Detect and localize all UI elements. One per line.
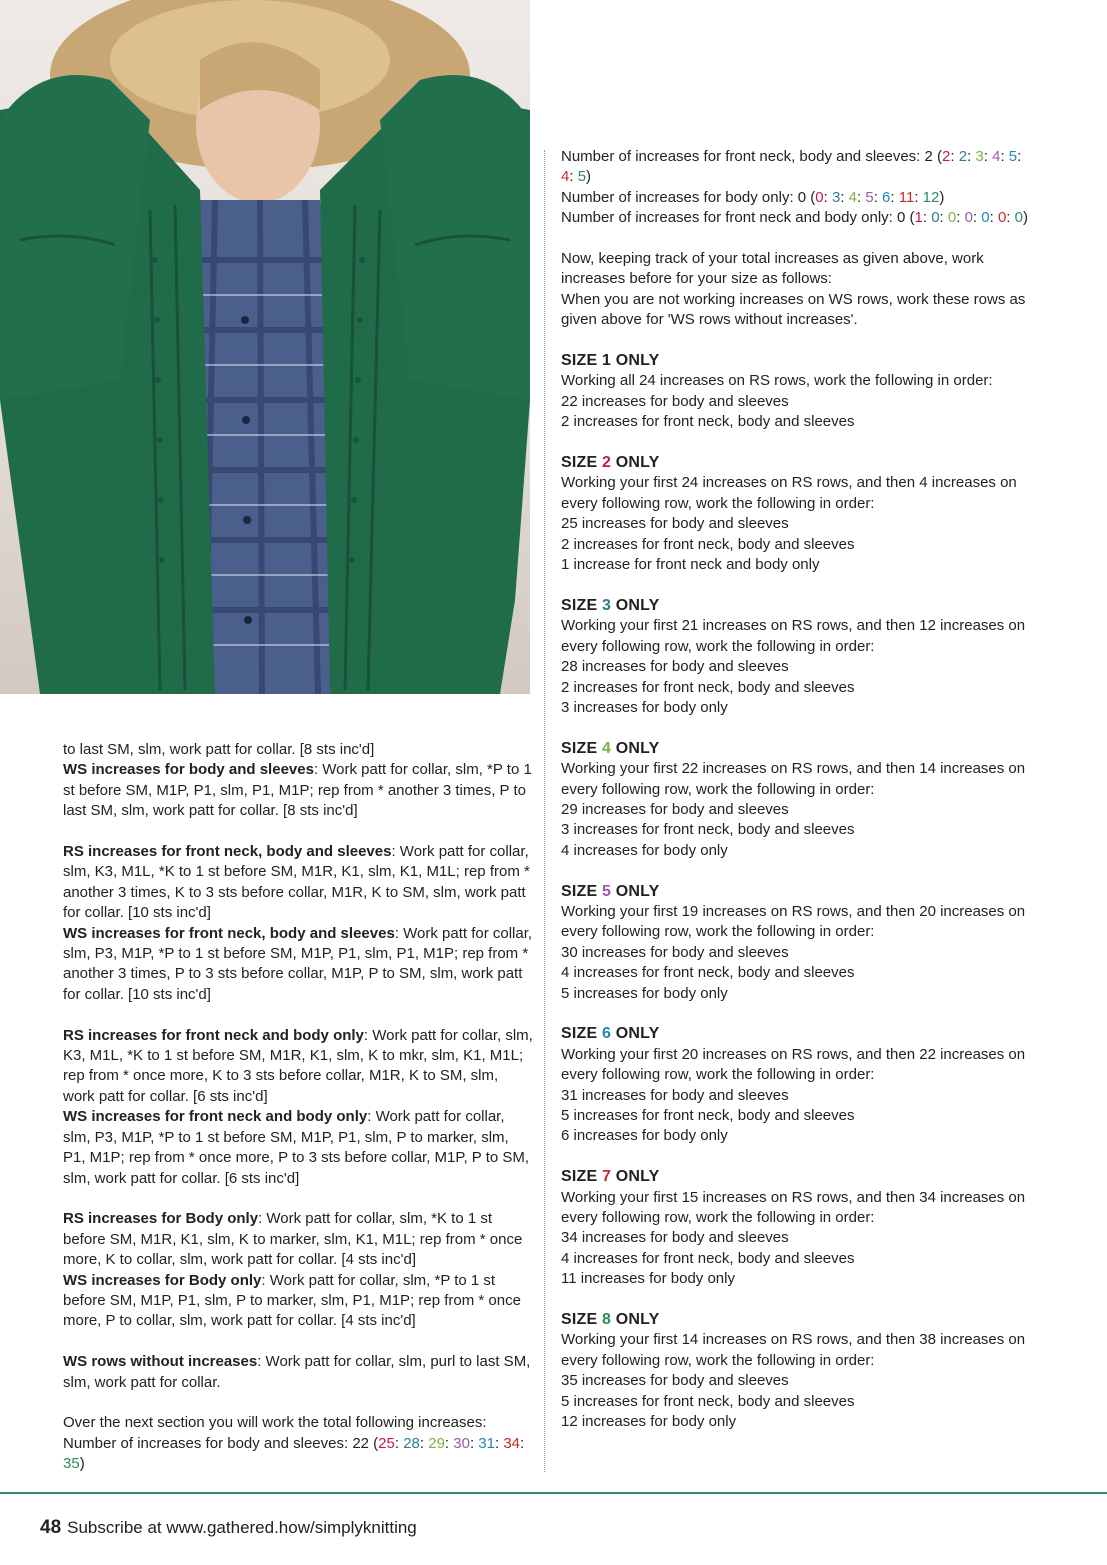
size-instruction: 28 increases for body and sleeves: [561, 658, 789, 676]
size-value: 34: [503, 1434, 521, 1452]
size-value: 6: [882, 188, 891, 206]
size-number: 2: [602, 454, 612, 472]
size-value: 12: [922, 188, 940, 206]
size-heading: SIZE 5 ONLY: [561, 882, 660, 900]
size-instruction: Working all 24 increases on RS rows, work the following in order:: [561, 372, 993, 390]
instruction-text: : Work patt for collar, slm, P3, M1P, *P to 1 st before SM, M1P, P1, slm, P to marker, slm, P1, M1P; rep from * once more, P to 3 sts before collar, M1P, P to SM, slm, work patt for collar. [6 sts inc'd]: [63, 1108, 530, 1187]
footer: [40, 1517, 417, 1539]
size-value: 0: [931, 209, 940, 227]
size-values: 1: 0: 0: 0: 0: 0: 0: [914, 209, 1023, 227]
size-value: 35: [63, 1455, 80, 1473]
size-value: 4: [848, 188, 858, 206]
size-value: 4: [992, 148, 1001, 165]
paragraph: [63, 924, 533, 1006]
size-value: 28: [403, 1434, 420, 1452]
size-instruction: 29 increases for body and sleeves: [561, 800, 789, 818]
size-values: 0: 3: 4: 5: 6: 11: 12: [815, 188, 940, 206]
size-instruction: 5 increases for front neck, body and sleeves: [561, 1392, 855, 1410]
instruction-heading: RS increases for front neck and body only: [63, 1026, 364, 1044]
paragraph: [63, 1352, 533, 1393]
size-value: 25: [378, 1434, 395, 1452]
size-instruction: 4 increases for front neck, body and sleeves: [561, 1249, 855, 1267]
instruction-heading: RS increases for Body only: [63, 1210, 259, 1228]
size-instruction: 5 increases for front neck, body and sleeves: [561, 1106, 855, 1124]
size-instruction: 3 increases for body only: [561, 698, 728, 716]
size-value: 31: [478, 1434, 495, 1452]
size-instruction: 35 increases for body and sleeves: [561, 1372, 789, 1390]
size-instruction: Working your first 24 increases on RS rows, and then 4 increases on every following row, work the following in order:: [561, 474, 1017, 512]
size-value: 30: [453, 1434, 470, 1452]
size-heading: SIZE 3 ONLY: [561, 596, 660, 614]
size-number: 1: [602, 352, 612, 370]
size-instruction: Working your first 19 increases on RS rows, and then 20 increases on every following row, work the following in order:: [561, 902, 1026, 941]
instruction-heading: RS increases for front neck, body and sleeves: [63, 843, 392, 861]
size-instruction: 5 increases for body only: [561, 984, 728, 1002]
size-number: 8: [602, 1311, 612, 1329]
column-divider: [544, 150, 545, 1472]
size-instruction: 3 increases for front neck, body and sleeves: [561, 821, 855, 839]
paragraph: [63, 760, 533, 821]
size-values-line: Number of increases for front neck and body only: 0 (1: 0: 0: 0: 0: 0: 0): [561, 209, 1028, 227]
size-instruction: 12 increases for body only: [561, 1413, 737, 1431]
instruction-heading: WS increases for front neck and body only: [63, 1108, 368, 1126]
size-instruction: 11 increases for body only: [561, 1270, 735, 1288]
size-heading: SIZE 2 ONLY: [561, 454, 660, 472]
size-values-line: Number of increases for body and sleeves: 22 (25: 28: 29: 30: 31: 34: 35): [63, 1434, 525, 1473]
instruction-text: : Work patt for collar, slm, P3, M1P, *P to 1 st before SM, M1P, P1, slm, P1, M1P; rep from * another 3 times, P to 3 sts before collar, M1P, P to SM, slm, work patt for collar. [10 sts inc'd]: [63, 924, 533, 1003]
size-value: 0: [947, 209, 957, 227]
size-value: 29: [428, 1434, 445, 1452]
paragraph: Over the next section you will work the total following increases:: [63, 1414, 487, 1432]
size-instruction: 30 increases for body and sleeves: [561, 943, 789, 961]
size-value: 5: [577, 168, 587, 186]
footer-rule: [0, 1492, 1107, 1494]
size-value: 0: [1014, 209, 1023, 227]
size-instruction: 2 increases for front neck, body and sleeves: [561, 535, 855, 553]
size-heading: SIZE 4 ONLY: [561, 739, 660, 757]
size-values: 2: 2: 3: 4: 5: 4: 5: [561, 148, 1022, 186]
paragraph: [63, 1271, 533, 1332]
size-value: 0: [981, 209, 990, 227]
size-instruction: 4 increases for body only: [561, 841, 728, 859]
size-values-line: Number of increases for front neck, body and sleeves: 2 (2: 2: 3: 4: 5: 4: 5): [561, 148, 1022, 186]
size-instruction: Working your first 14 increases on RS rows, and then 38 increases on every following row, work the following in order:: [561, 1331, 1026, 1369]
size-value: 0: [964, 209, 973, 227]
size-heading: SIZE 1 ONLY: [561, 352, 660, 370]
size-value: 4: [561, 168, 570, 186]
instruction-heading: WS increases for Body only: [63, 1271, 262, 1289]
size-instruction: 6 increases for body only: [561, 1127, 728, 1145]
instruction-text: : Work patt for collar, slm, *K to 1 st before SM, M1R, K1, slm, K to marker, slm, K1, M1L; rep from * once more, K to collar, slm, work patt for collar. [4 sts inc'd]: [63, 1210, 523, 1269]
size-instruction: 31 increases for body and sleeves: [561, 1086, 789, 1104]
size-instruction: 34 increases for body and sleeves: [561, 1229, 789, 1247]
model-wearing-green-cardigan-photo: [0, 0, 530, 694]
subscribe-text: Subscribe at www.gathered.how/simplyknitting: [67, 1518, 417, 1537]
size-instruction: 1 increase for front neck and body only: [561, 556, 820, 574]
paragraph: When you are not working increases on WS rows, work these rows as given above for 'WS rows without increases'.: [561, 290, 1026, 329]
size-instruction: 2 increases for front neck, body and sleeves: [561, 678, 855, 696]
size-value: 0: [815, 188, 824, 206]
size-values-line: Number of increases for body only: 0 (0: 3: 4: 5: 6: 11: 12): [561, 188, 945, 206]
right-column: [561, 147, 1031, 1432]
paragraph: Now, keeping track of your total increases as given above, work increases before for your size as follows:: [561, 250, 984, 288]
size-instruction: 2 increases for front neck, body and sleeves: [561, 413, 855, 431]
size-heading: SIZE 8 ONLY: [561, 1311, 660, 1329]
left-column: [63, 740, 533, 1475]
size-instruction: Working your first 22 increases on RS rows, and then 14 increases on every following row, work the following in order:: [561, 760, 1026, 798]
size-instruction: Working your first 15 increases on RS rows, and then 34 increases on every following row, work the following in order:: [561, 1188, 1026, 1226]
size-sections: [561, 331, 1031, 1433]
size-instruction: 25 increases for body and sleeves: [561, 515, 789, 533]
instruction-text: : Work patt for collar, slm, purl to last SM, slm, work patt for collar.: [63, 1353, 531, 1391]
size-value: 2: [942, 148, 951, 165]
paragraph: [63, 1209, 533, 1270]
size-value: 5: [1008, 148, 1018, 165]
instruction-heading: WS rows without increases: [63, 1353, 258, 1371]
size-value: 3: [975, 148, 984, 165]
size-instruction: Working your first 21 increases on RS rows, and then 12 increases on every following row, work the following in order:: [561, 617, 1026, 655]
size-number: 5: [602, 882, 612, 900]
size-value: 0: [997, 209, 1007, 227]
size-values: 25: 28: 29: 30: 31: 34: 35: [63, 1434, 525, 1473]
instruction-heading: WS increases for front neck, body and sleeves: [63, 924, 395, 942]
size-value: 3: [831, 188, 841, 206]
instruction-heading: WS increases for body and sleeves: [63, 761, 314, 779]
instruction-text: : Work patt for collar, slm, K3, M1L, *K to 1 st before SM, M1R, K1, slm, K to mkr, slm, K1, M1L; rep from * once more, K to 3 sts before collar, M1R, K to SM, slm, work patt for collar. [6 sts inc'd]: [63, 1026, 533, 1105]
paragraph: [63, 1026, 533, 1108]
size-instruction: 4 increases for front neck, body and sleeves: [561, 964, 855, 982]
size-value: 1: [914, 209, 923, 227]
size-heading: SIZE 7 ONLY: [561, 1168, 660, 1186]
size-value: 11: [898, 188, 915, 206]
size-number: 7: [602, 1168, 612, 1186]
page-number: 48: [40, 1517, 62, 1538]
size-value: 5: [865, 188, 874, 206]
cardigan-photo: [0, 0, 530, 694]
instruction-text: : Work patt for collar, slm, K3, M1L, *K to 1 st before SM, M1R, K1, slm, K1, M1L; rep from * another 3 times, K to 3 sts before collar, M1R, K to SM, slm, work patt for collar. [10 sts inc'd]: [63, 843, 530, 922]
size-number: 4: [602, 739, 612, 757]
instruction-text: : Work patt for collar, slm, *P to 1 st before SM, M1P, P1, slm, P1, M1P; rep from * another 3 times, P to last SM, slm, work patt for collar. [8 sts inc'd]: [63, 761, 532, 820]
size-value: 2: [958, 148, 968, 165]
size-instruction: Working your first 20 increases on RS rows, and then 22 increases on every following row, work the following in order:: [561, 1045, 1026, 1084]
size-number: 6: [602, 1025, 612, 1043]
instruction-text: : Work patt for collar, slm, *P to 1 st before SM, M1P, P1, slm, P to marker, slm, P1, M1P; rep from * once more, P to collar, slm, work patt for collar. [4 sts inc'd]: [63, 1271, 521, 1330]
size-heading: SIZE 6 ONLY: [561, 1025, 660, 1043]
paragraph: [63, 1107, 533, 1189]
size-number: 3: [602, 596, 612, 614]
paragraph: to last SM, slm, work patt for collar. [8 sts inc'd]: [63, 741, 375, 758]
paragraph: [63, 842, 533, 924]
size-instruction: 22 increases for body and sleeves: [561, 392, 789, 410]
